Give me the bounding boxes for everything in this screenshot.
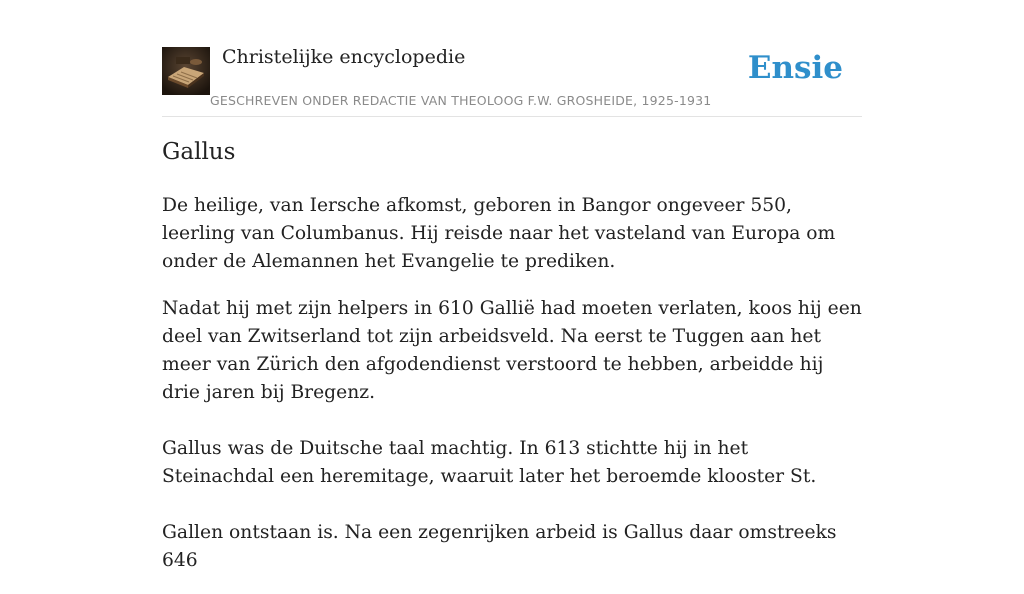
site-title[interactable]: Christelijke encyclopedie xyxy=(222,46,466,68)
site-header xyxy=(162,46,862,117)
ensie-logo-link[interactable]: Ensie xyxy=(747,50,843,86)
article-paragraph: Nadat hij met zijn helpers in 610 Gallië had moeten verlaten, koos hij een deel van Zwitserland tot zijn arbeidsveld. Na eerst te Tuggen aan het meer van Zürich den afgodendienst verstoord te hebben, arbeidde hij drie jaren bij Bregenz. xyxy=(162,298,862,403)
site-subtitle: GESCHREVEN ONDER REDACTIE VAN THEOLOOG F.W. GROSHEIDE, 1925-1931 xyxy=(210,93,712,108)
article-title: Gallus xyxy=(162,139,236,165)
article-body xyxy=(162,192,862,594)
article-paragraph: Gallus was de Duitsche taal machtig. In 613 stichtte hij in het Steinachdal een heremitage, waaruit later het beroemde klooster St. xyxy=(162,438,817,487)
book-image-icon xyxy=(162,47,210,95)
article-paragraph: De heilige, van Iersche afkomst, geboren in Bangor ongeveer 550, leerling van Columbanus. Hij reisde naar het vasteland van Europa om onder de Alemannen het Evangelie te prediken. xyxy=(162,195,836,272)
encyclopedia-avatar[interactable] xyxy=(162,47,210,95)
article-paragraph: Gallen ontstaan is. Na een zegenrijken arbeid is Gallus daar omstreeks 646 xyxy=(162,522,837,571)
